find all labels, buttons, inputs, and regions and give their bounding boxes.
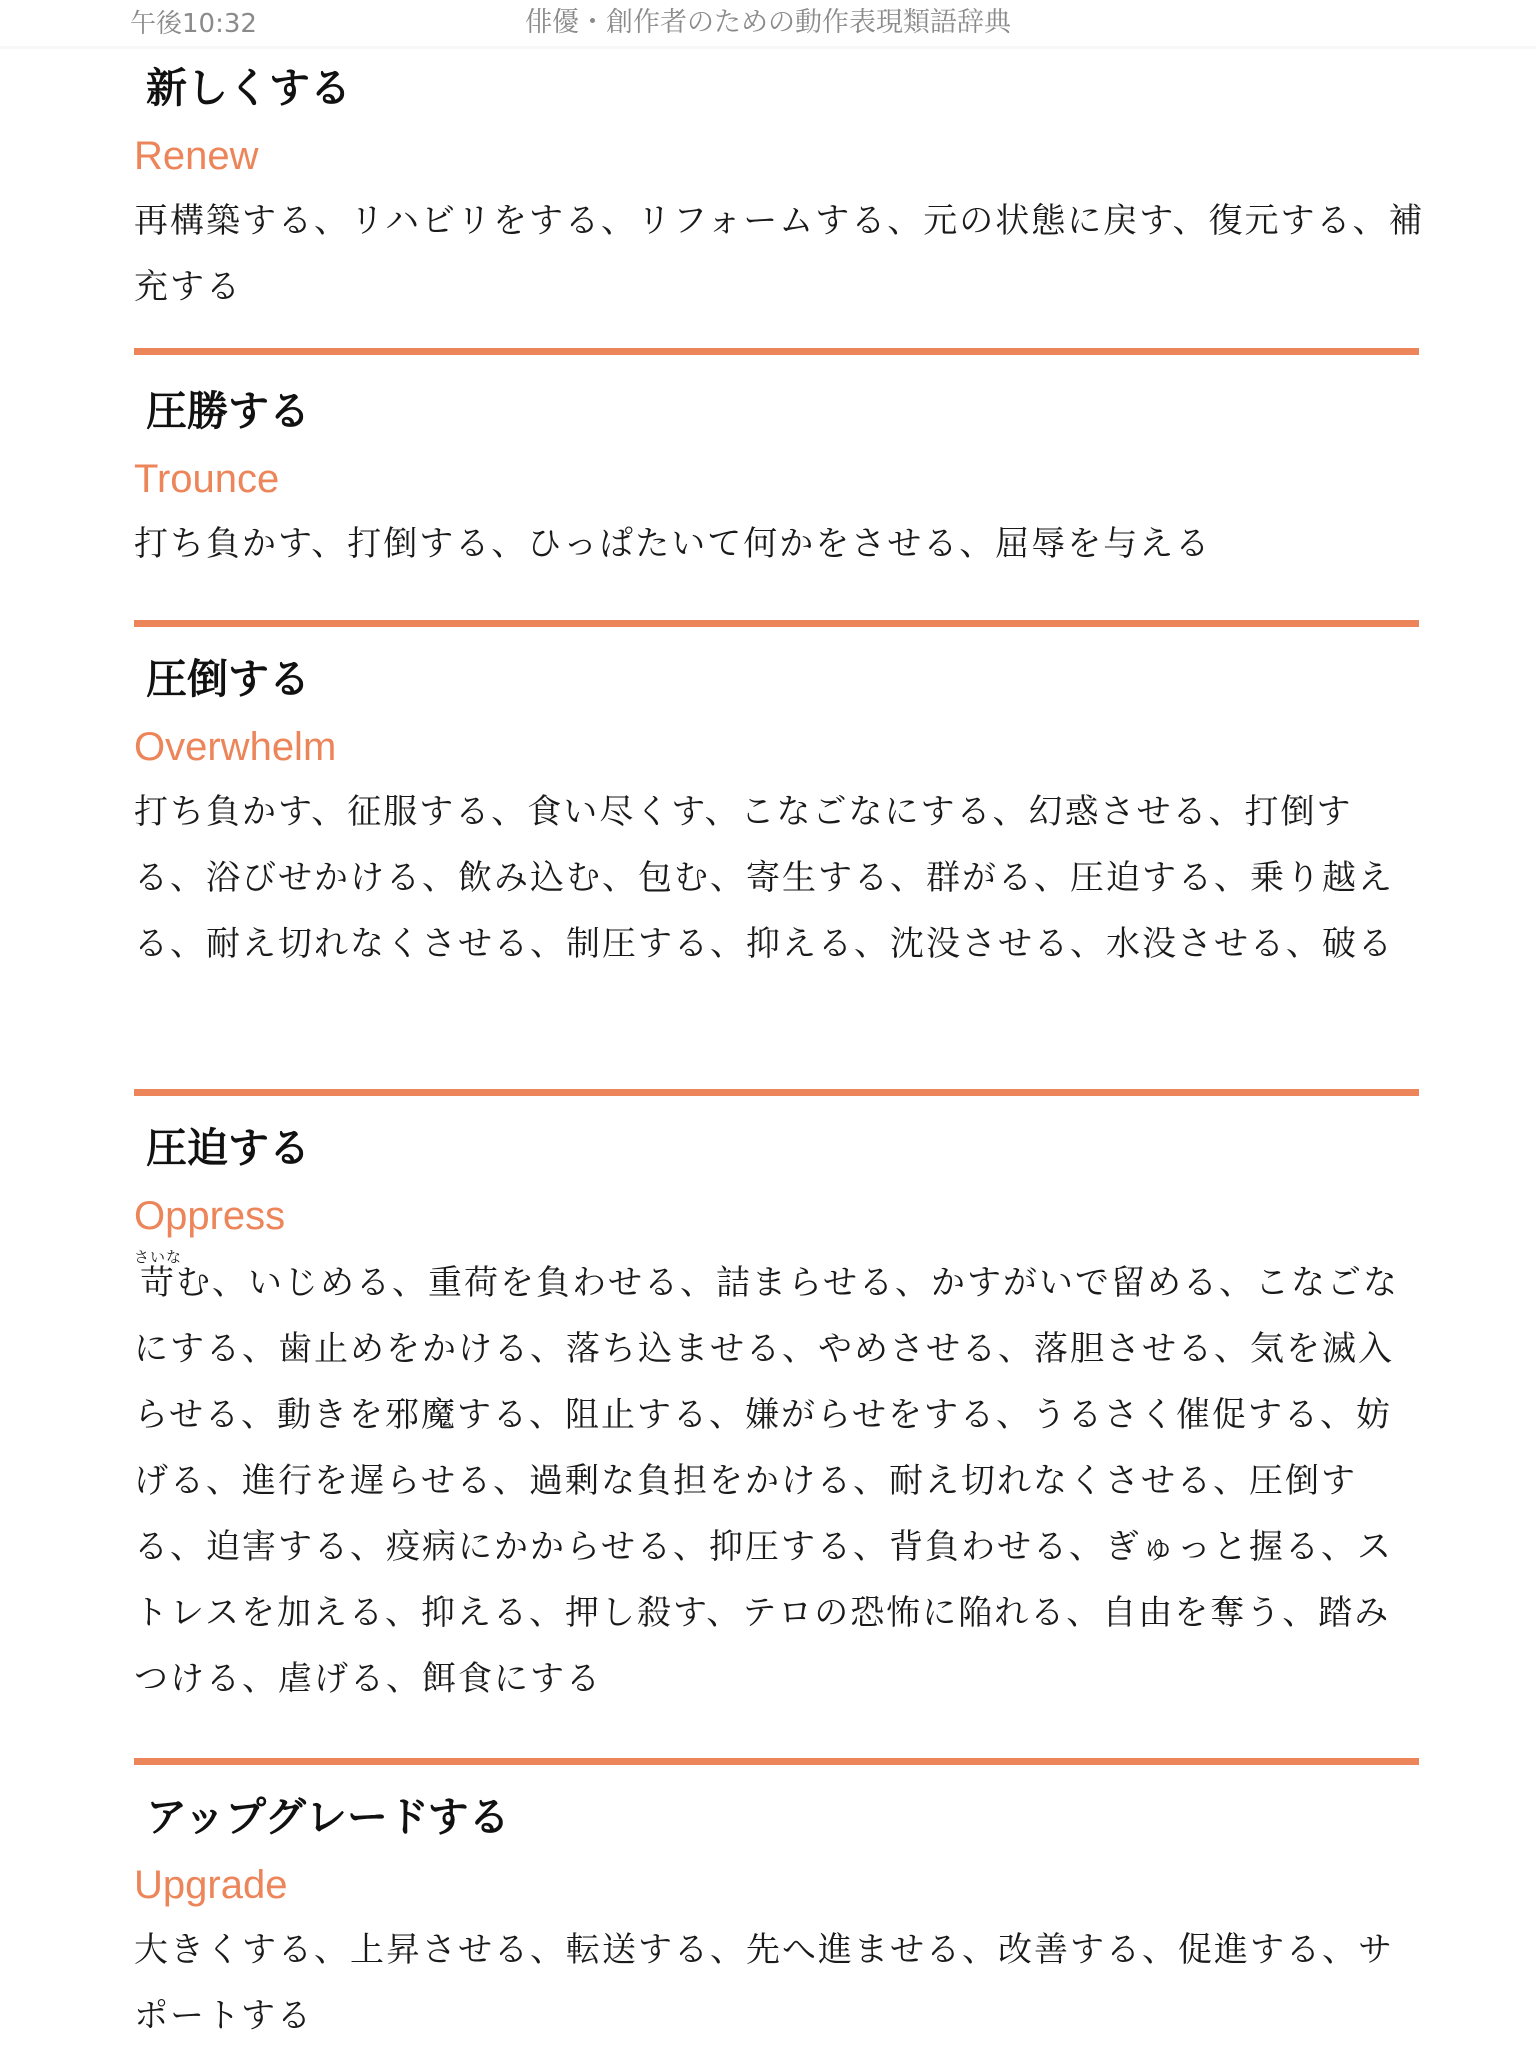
entry-overwhelm <box>134 627 1419 1089</box>
entry-divider <box>134 1089 1419 1096</box>
ruby-reading: さいな <box>134 1248 183 1266</box>
entry-english: Renew <box>134 134 259 178</box>
entry-english: Overwhelm <box>134 725 337 769</box>
entry-oppress <box>134 1096 1419 1758</box>
entry-headword: アップグレードする <box>146 1793 510 1841</box>
status-bar <box>0 0 1536 49</box>
entry-synonyms: 打ち負かす、征服する、食い尽くす、こなごなにする、幻惑させる、打倒する、浴びせかける、飲み込む、包む、寄生する、群がる、圧迫する、乗り越える、耐え切れなくさせる、制圧する、抑える、沈没させる、水没させる、破る <box>134 792 1394 964</box>
entry-synonyms <box>134 1248 1419 1712</box>
entry-trounce <box>134 355 1419 620</box>
dictionary-content[interactable] <box>134 58 1425 2049</box>
entry-divider <box>134 620 1419 627</box>
entry-synonyms: 大きくする、上昇させる、転送する、先へ進ませる、改善する、促進する、サポートする <box>134 1930 1394 2036</box>
entry-headword: 新しくする <box>146 64 351 112</box>
ruby-annotation <box>134 1248 183 1303</box>
entry-headword: 圧勝する <box>146 387 310 435</box>
status-time: 午後10:32 <box>130 9 257 39</box>
synonyms-text: む、いじめる、重荷を負わせる、詰まらせる、かすがいで留める、こなごなにする、歯止めをかける、落ち込ませる、やめさせる、落胆させる、気を滅入らせる、動きを邪魔する、阻止する、嫌がらせをする、うるさく催促する、妨げる、進行を遅らせる、過剰な負担をかける、耐え切れなくさせる、圧倒する、迫害する、疫病にかからせる、抑圧する、背負わせる、ぎゅっと握る、ストレスを加える、抑える、押し殺す、テロの恐怖に陥れる、自由を奪う、踏みつける、虐げる、餌食にする <box>134 1263 1399 1699</box>
entry-synonyms: 打ち負かす、打倒する、ひっぱたいて何かをさせる、屈辱を与える <box>134 524 1212 564</box>
entry-upgrade <box>134 1765 1419 2049</box>
entry-english: Oppress <box>134 1194 286 1238</box>
entry-divider <box>134 348 1419 355</box>
entry-synonyms: 再構築する、リハビリをする、リフォームする、元の状態に戻す、復元する、補充する <box>134 201 1425 307</box>
entry-renew <box>134 58 1425 348</box>
entry-headword: 圧倒する <box>146 655 310 703</box>
entry-english: Upgrade <box>134 1863 288 1907</box>
entry-headword: 圧迫する <box>146 1124 310 1172</box>
entry-english: Trounce <box>134 457 280 501</box>
app-title: 俳優・創作者のための動作表現類語辞典 <box>525 7 1011 38</box>
entry-divider <box>134 1758 1419 1765</box>
ruby-base: 苛 <box>134 1263 182 1303</box>
